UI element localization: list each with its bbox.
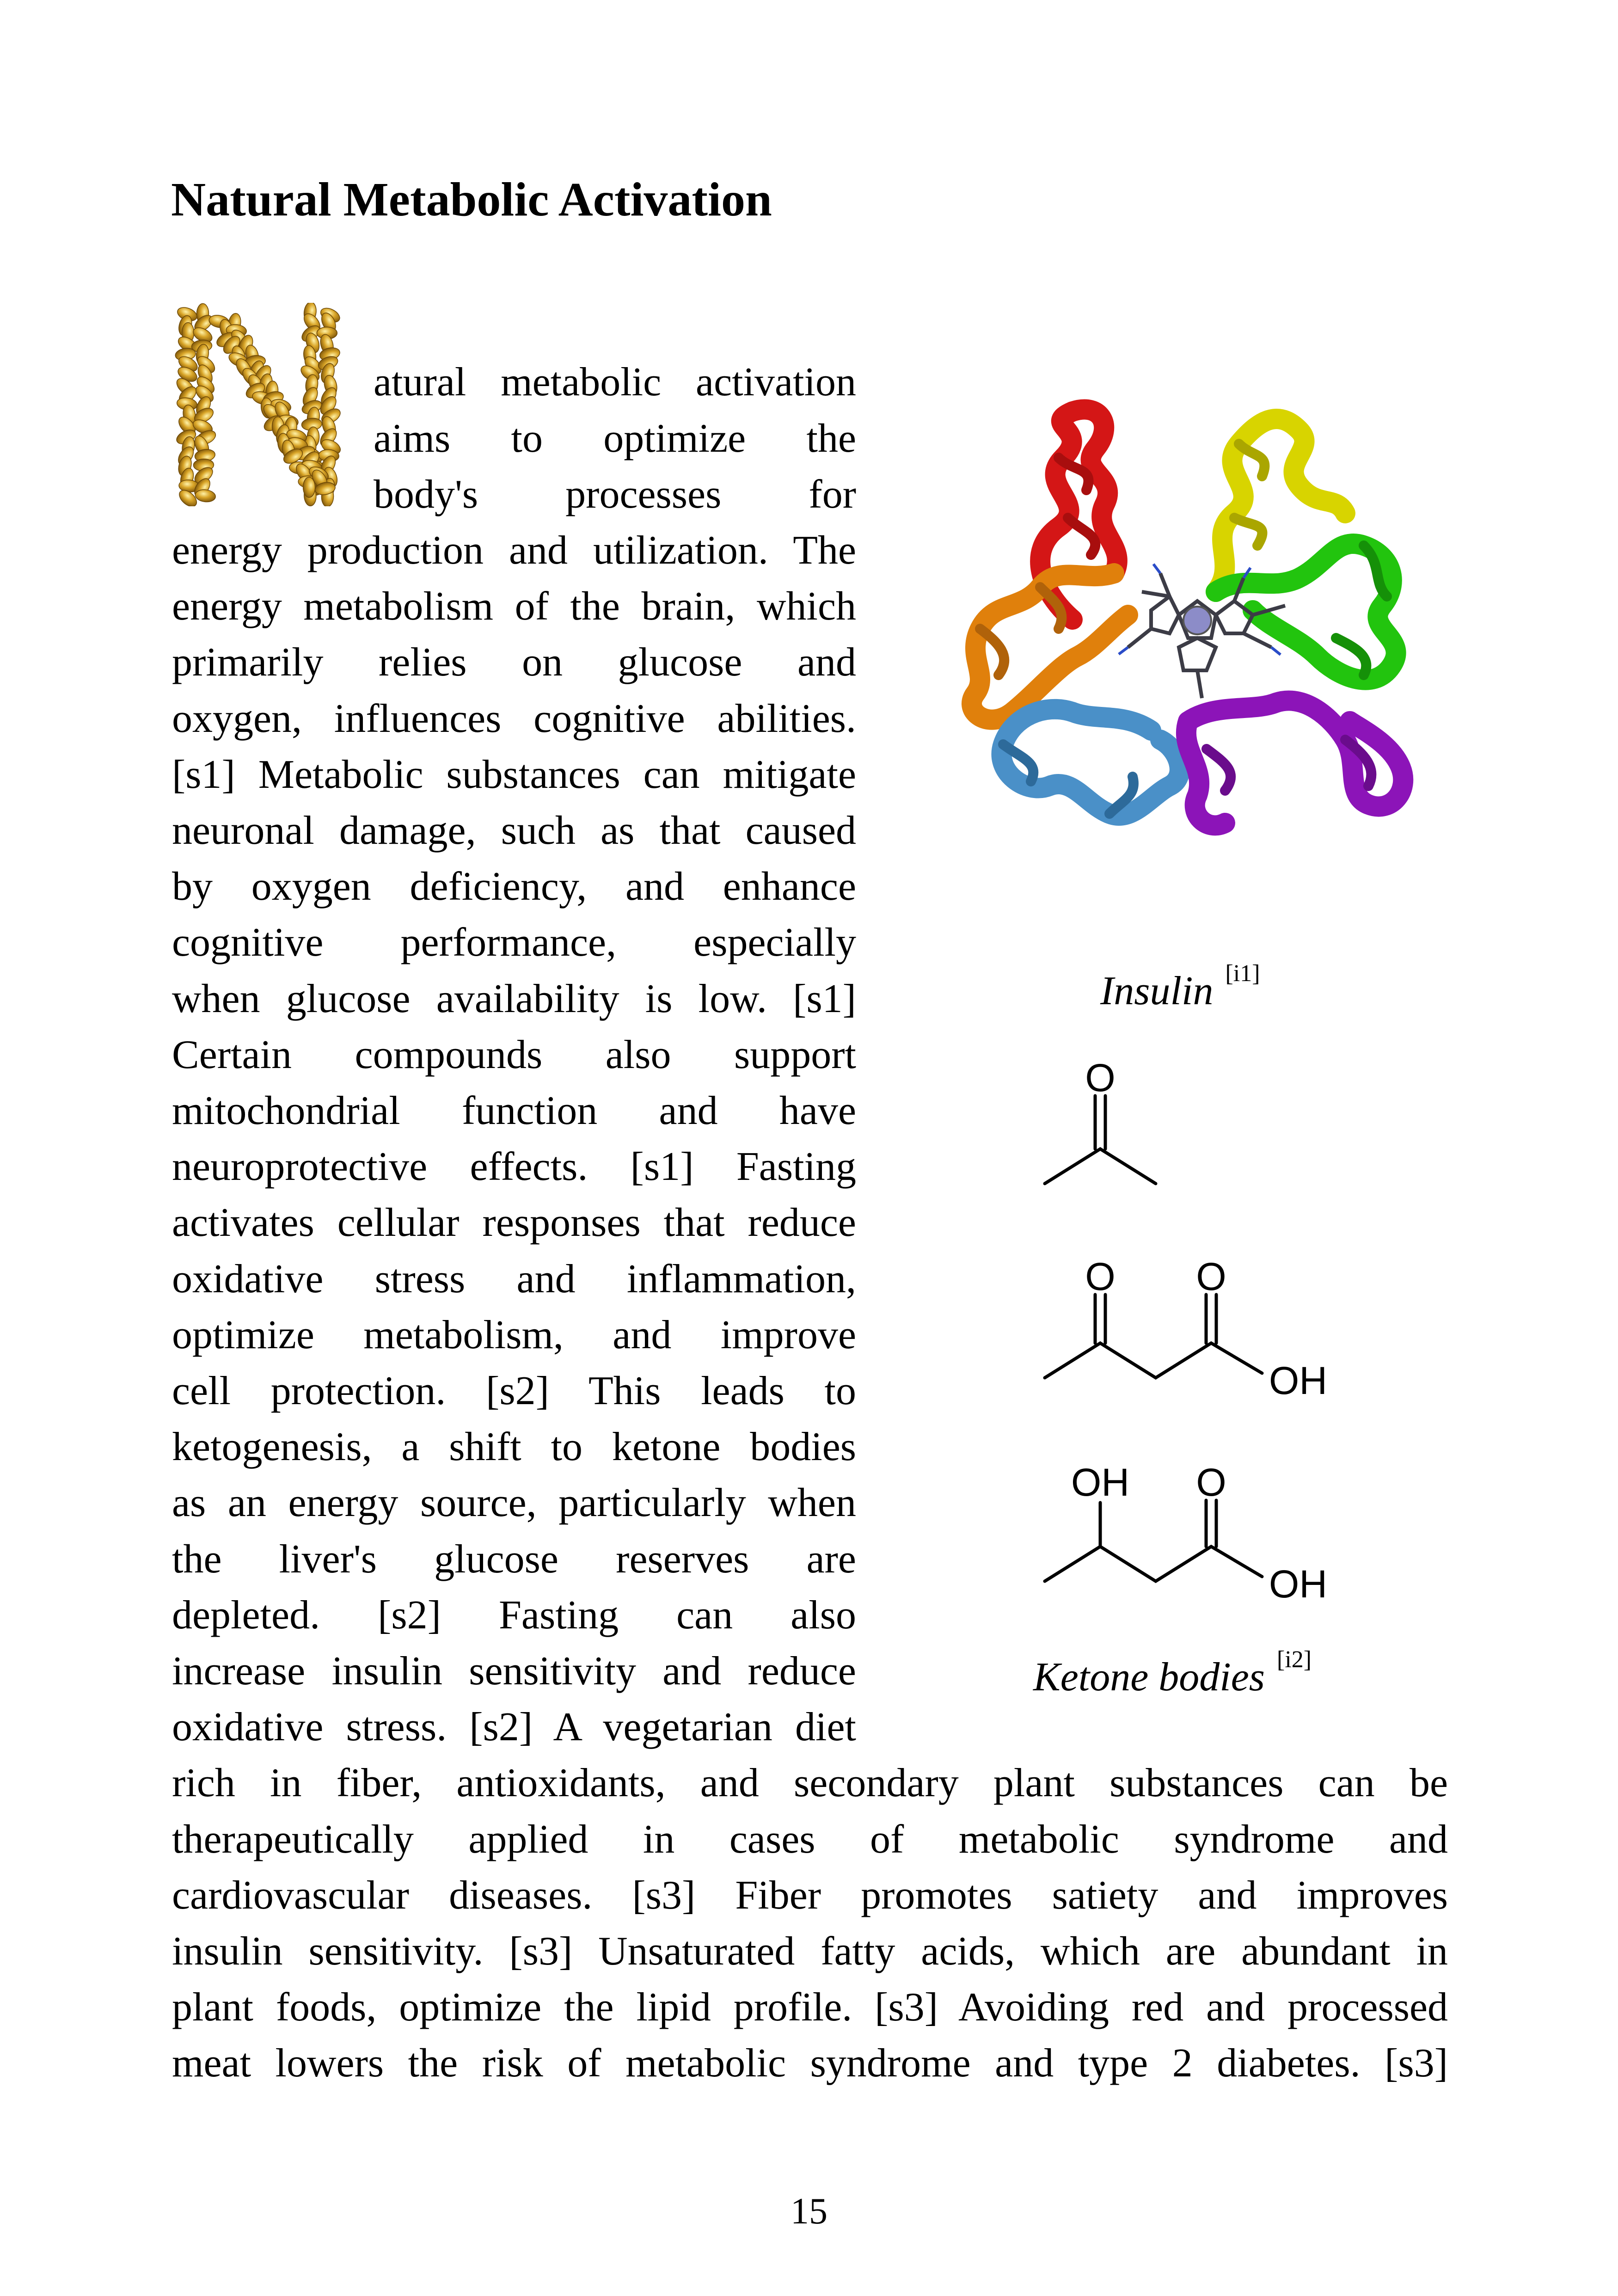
acetoacetate-ketone-oxygen-label: O [1085, 1255, 1115, 1298]
body-line: oxygen, influences cognitive abilities. [172, 696, 856, 741]
insulin-ribbon-structure [920, 398, 1452, 897]
body-line: ketogenesis, a shift to ketone bodies [172, 1424, 856, 1469]
ketone-bodies-figure [1017, 1050, 1368, 1627]
body-line: by oxygen deficiency, and enhance [172, 864, 856, 909]
body-line: cell protection. [s2] This leads to [172, 1369, 856, 1413]
body-line: cardiovascular diseases. [s3] Fiber promotes satiety and improves [172, 1873, 1448, 1918]
body-line: Certain compounds also support [172, 1032, 856, 1077]
body-line: depleted. [s2] Fasting can also [172, 1593, 856, 1638]
insulin-caption-text: Insulin [1100, 969, 1214, 1013]
body-line: energy production and utilization. The [172, 528, 856, 573]
ketone-bodies-structures [1017, 1050, 1368, 1627]
ketone-bodies-caption [1033, 1646, 1312, 1701]
body-line: when glucose availability is low. [s1] [172, 976, 856, 1021]
page-title: Natural Metabolic Activation [171, 173, 772, 226]
page-number: 15 [791, 2191, 827, 2232]
body-line: activates cellular responses that reduce [172, 1200, 856, 1245]
body-line: as an energy source, particularly when [172, 1480, 856, 1525]
body-line: cognitive performance, especially [172, 920, 856, 965]
hydroxybutyrate-acid-hydroxyl-label: OH [1269, 1562, 1327, 1606]
drop-cap-capsules [174, 303, 343, 506]
hydroxybutyrate-carbonyl-oxygen-label: O [1196, 1461, 1226, 1504]
insulin-figure [920, 398, 1452, 897]
insulin-image-reference: [i1] [1225, 960, 1260, 987]
body-line: energy metabolism of the brain, which [172, 584, 856, 629]
body-line: mitochondrial function and have [172, 1088, 856, 1133]
body-line: primarily relies on glucose and [172, 640, 856, 685]
body-line: oxidative stress and inflammation, [172, 1257, 856, 1301]
body-line: body's processes for [374, 472, 856, 517]
body-line: neuronal damage, such as that caused [172, 808, 856, 853]
body-line: rich in fiber, antioxidants, and secondary plant substances can be [172, 1761, 1448, 1805]
body-line: the liver's glucose reserves are [172, 1537, 856, 1582]
body-line: oxidative stress. [s2] A vegetarian diet [172, 1705, 856, 1750]
acetoacetate-hydroxyl-label: OH [1269, 1359, 1327, 1402]
body-line: plant foods, optimize the lipid profile. [s3] Avoiding red and processed [172, 1985, 1448, 2030]
ketone-bodies-caption-text: Ketone bodies [1033, 1655, 1265, 1700]
body-line: aims to optimize the [374, 416, 856, 461]
ketone-bodies-image-reference: [i2] [1277, 1646, 1312, 1673]
insulin-caption [1100, 960, 1260, 1014]
drop-cap-n [171, 303, 356, 506]
body-line: increase insulin sensitivity and reduce [172, 1649, 856, 1694]
body-line: meat lowers the risk of metabolic syndrome and type 2 diabetes. [s3] [172, 2041, 1448, 2086]
body-line: [s1] Metabolic substances can mitigate [172, 752, 856, 797]
acetone-oxygen-label: O [1085, 1056, 1115, 1099]
drop-cap-graphic [171, 303, 356, 506]
body-line: optimize metabolism, and improve [172, 1313, 856, 1357]
hydroxybutyrate-hydroxyl-label: OH [1071, 1461, 1129, 1504]
body-line: neuroprotective effects. [s1] Fasting [172, 1144, 856, 1189]
body-line: therapeutically applied in cases of metabolic syndrome and [172, 1817, 1448, 1862]
body-line: atural metabolic activation [374, 360, 856, 405]
acetoacetate-carbonyl-oxygen-label: O [1196, 1255, 1226, 1298]
body-line: insulin sensitivity. [s3] Unsaturated fatty acids, which are abundant in [172, 1929, 1448, 1974]
